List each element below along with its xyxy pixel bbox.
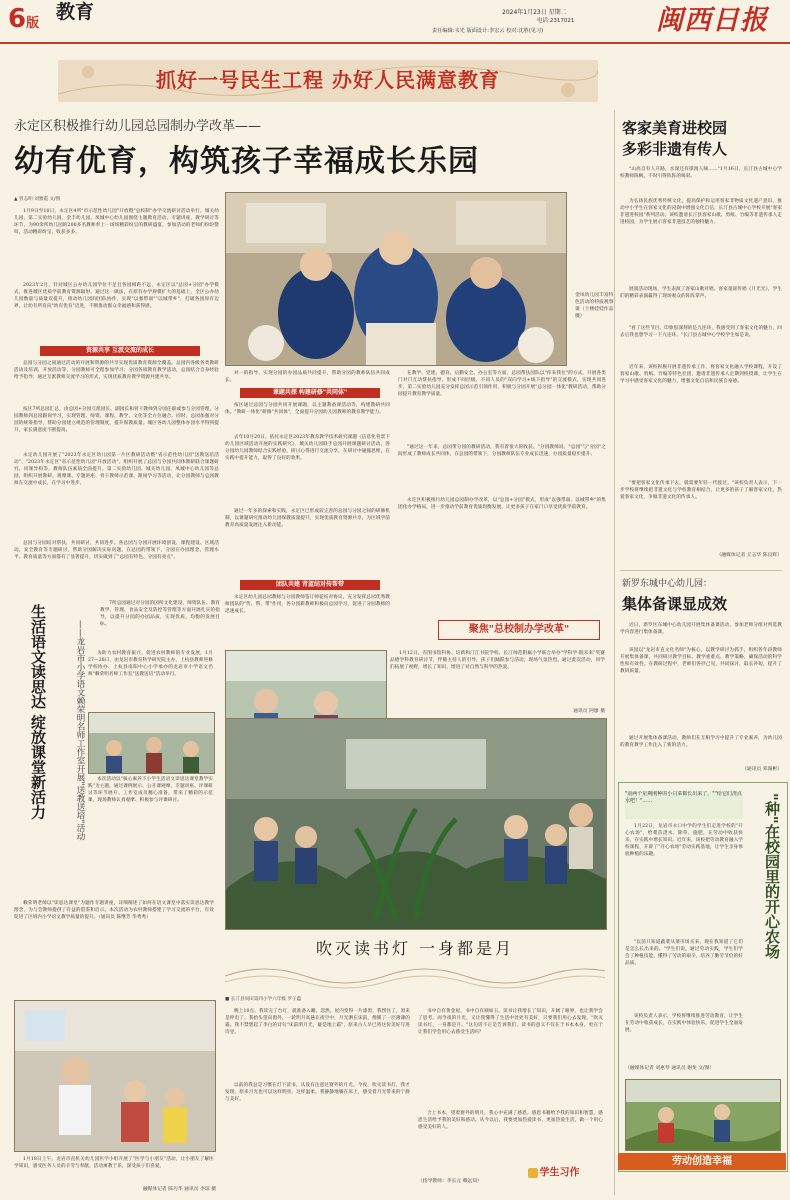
essay-paragraph-1: 晚上10点，我读完了台灯，就准备入睡。忽然，屋内变得一片漆黑，我愣住了，原来是停电了。我抬头望向窗外，一轮明月高悬在夜空中，月光洒在床前，像铺了一层薄薄的霜。我不禁想起了李白的诗句"床前明月光，疑是地上霜"，原来古人早已将这份美好写进诗里。 <box>225 1009 410 1035</box>
left-column-kicker: ——龙岩市小学语文赖荣明名师工作室开展"送教送培"活动 <box>75 620 85 841</box>
header-editors: 责任编辑:韦光 版面设计:李宏云 校对:沈胜(见习) <box>432 28 544 34</box>
left-column-title <box>12 604 48 924</box>
farm-photo <box>625 1079 781 1151</box>
pencil-icon <box>528 1168 538 1178</box>
lead-paragraph-2: 2023年2月，针对城区公办幼儿园学位不足且各园相距不远，永定区以"总园+分园"办学模式，推进城区优质学前教育资源辐射。通过这一做法，在原有办学规模扩大的基础上，全区公办幼儿园数量与质量双提升，推动幼儿园间团队协作，实现"以强带弱""以城带乡"，打破各园原有边界，让幼有所育向"幼有优育"迈进，不断推动群众幸福感和获得感。 <box>14 283 219 309</box>
heritage-title-2: 多彩非遗有传人 <box>622 140 728 158</box>
page-number <box>8 4 39 39</box>
farm-story-box <box>618 782 788 1172</box>
lead-photo-scene <box>226 193 566 365</box>
farm-paragraph-1: 1月22日，龙岩市永口中学的学生们走进学校的"开心农场"，给菜苗浇水、除草、施肥，在劳动中收获快乐，在实践中增长知识。近年来，该校把劳动教育融入学校课程，开辟了"开心农场"劳动实践基地，让学生亲身体验种植的乐趣。 <box>625 824 743 857</box>
museum-photo-scene <box>226 719 606 929</box>
page-number-digit: 6 <box>8 4 27 34</box>
hospital-photo-scene <box>15 1001 215 1151</box>
left-photo <box>88 712 215 774</box>
farm-paragraph-3: 该校负责人表示，学校将继续推进劳动教育，让学生在劳动中收获成长，在实践中体验快乐，促进学生全面发展。 <box>625 1014 743 1033</box>
kindergarten-paragraph-3: 通过开展集体备课活动，教师们在互相学习中提升了专业素养，为幼儿园的教育教学工作注入了新的活力。 <box>620 736 782 748</box>
essay-paragraph-4: 合上书本，望着窗外的明月，我心中充满了感恩。感恩书籍给予我的知识和智慧，感恩生活给予我的美好和感动。从今以后，我要更加热爱读书，更加热爱生活，做一个用心感受美好的人。 <box>418 1111 603 1130</box>
lead-photo-caption: 金凤幼儿园丰富特色活动的特质观察课（土楼娃娃作品摄） <box>575 293 614 319</box>
section-name: 教育 <box>56 1 95 23</box>
kindergarten-credit: （通讯员 邓湄彬） <box>742 767 782 772</box>
farm-title: "种"在校园里的开心农场 <box>763 793 781 959</box>
left-paragraph-3: 赖荣明老师以"读思达课堂"为题作专题讲座，详细阐述了如何在语文课堂中落实读思达教学理念，为与会教师提供了有益的借鉴和启示。本次活动为农村教师搭建了学习交流的平台，有效促进了区域内小学语文教学质量的提升。（通讯员 陈继芳 华秀秀） <box>14 901 214 920</box>
heritage-title-1: 客家美育进校园 <box>622 119 728 137</box>
page-number-word: 版 <box>26 16 40 31</box>
farm-kicker: "前两个星期刚种的小白菜都长出来了，""给它们浇点水吧！"…… <box>625 791 743 819</box>
heritage-paragraph-3: 展演活动现场，学生表演了客家山歌对唱、客家童谣传唱《月光光》，学生们的精彩表演赢得了现场观众的阵阵掌声。 <box>620 287 782 299</box>
left-photo-scene <box>89 713 214 773</box>
lead-mid-paragraph-1: 对一的指导，实现分园的办园品质共同提升，帮助分园的教师队伍共同成长。 <box>225 371 390 383</box>
photo-news-credit: 通讯员 阿廖 摄 <box>573 709 605 714</box>
lead-mid-paragraph-4: 通过一年多的探索和实践，永定区已形成较完善的总园与分园之间的研修机制，以课题研究推动幼儿园保教质量提升，实现优质教育资源共享，为区域学前教育高质量发展注入新动能。 <box>225 509 390 528</box>
lead-paragraph-4: 按区7所总园汇总，由总园+分园互派园长、副园长和骨干教师到分园任职或参与分园管理，分园教师到总园跟岗学习，实现管理、师资、课程、教学、文化等全方位融合。同时，总园加强对分园的统筹指导，帮助分园建立规范的管理制度，提升保教质量。城区各幼儿园整体办园水平得到提升，家长满意度不断提高。 <box>14 407 219 433</box>
lead-paragraph-3: 总园与分园之间通过活动的开展和资源的共享实现优质教育资源全覆盖。总园内各级各类教研活动及培训、开放活动等，分园教师可全程参加学习；分园各项教育教学活动，总园结合自身经验给予指导；通过互派教师交流学习的形式，实现优质教育教学资源共建共享。 <box>14 361 219 380</box>
heritage-paragraph-6: "要把客家文化传承下去，就需要年轻一代接过。"该校负责人表示，下一步学校将继续把非遗文化与学校教育相结合，让更多的孩子了解客家文化、热爱客家文化，争做非遗文化的传承人。 <box>620 481 782 500</box>
heritage-paragraph-4: "看了这些节目，印象很深刻的是九连环，我感受到了客家文化的魅力，回去后我也想学习一下九连环。"长汀县古城中心学校学生如是说。 <box>620 326 782 338</box>
hospital-credit: 融媒体记者 陈巧华 通讯员 李琼 摄 <box>142 1187 216 1192</box>
badge-label: 学生习作 <box>539 1167 580 1179</box>
left-title-text: 生活语文读思达 绽放课堂新活力 <box>29 604 47 820</box>
lead-right-paragraph-3: 永定区积极推行幼儿园总园制办学改革，以"总园+分园"模式，形成"以强带弱、以城带乡"的集团化办学格局，进一步推动学前教育优质均衡发展，让更多孩子在家门口享受优质学前教育。 <box>398 498 606 510</box>
lead-mid-paragraph-3: 去年10月20日，依托永定区2023年教育教学技术研究课题《信息化背景下幼儿园区域活动开展的实践研究》，城关幼儿园联手总园开展课题研讨活动。各分园幼儿园教师结合实践经验、研讨心得进行交流分享，在研讨中碰撞思维，在实践中提升能力，取得了良好的效果。 <box>225 435 390 461</box>
lead-paragraph-7: 7所总园通过对分园的园所文化建设、师资队伍、教育教学、管理、食品安全及防控等管理等方面开展扎实的指导，以提升分园的办园品质，实现优质、均衡的发展目标。 <box>100 601 220 627</box>
photo-news-text: 1月12日，省图书馆科协、培新和汀江书院学校、长汀师范附属小学联合举办"学科学·既未来"奖赛品德学科教育研讨节，伴随主持人的引导，孩子们踊跃参与活动，现场气氛热烈。通过此次活动，同学们拓展了视野，增长了知识，增进了对自然与科学的热爱。 <box>390 651 605 670</box>
lead-subhead-2: 课题共探 构建研修"共同体" <box>240 388 380 398</box>
heritage-credit: （融媒体记者 丘志华 陈良辉） <box>716 553 782 558</box>
hospital-caption: 1月18日上午，龙岩市直机关幼儿园医学小组开展了"医学与小朋友"活动，让小朋友了解医学知识，感受医务人员的辛劳与奉献，活动寓教于乐，深受孩子们喜爱。 <box>14 1157 214 1169</box>
header-date: 2024年1月23日 星期二 <box>502 9 567 16</box>
page-header <box>0 0 790 48</box>
farm-paragraph-2: "以前只知道蔬菜从菜市场买来，现在我知道了它们是怎么长出来的。"学生们说。通过劳动实践，学生们学会了种植技能，懂得了劳动的艰辛，培养了勤劳节俭的好品质。 <box>625 940 743 966</box>
heritage-paragraph-2: 为弘扬民族优秀传统文化，提高保护和运用客家非物质文化遗产意识，推动中小学生在客家文化的浸润中增强文化自信，长汀县古城中心学校开展"客家非遗进校园"系列活动。该校邀请长汀县客家山歌、剪纸、竹编等非遗传承人走进校园，为学生展示客家非遗技艺的独特魅力。 <box>620 199 782 225</box>
header-rule <box>0 42 790 44</box>
lead-kicker: 永定区积极推行幼儿园总园制办学改革—— <box>14 119 262 134</box>
lead-photo <box>225 192 567 366</box>
farm-credit: （融媒体记者 刘惠琴 通讯员 谢斐 文/图） <box>625 1066 715 1071</box>
hospital-photo <box>14 1000 216 1152</box>
banner-text: 抓好一号民生工程 办好人民满意教育 <box>156 68 500 92</box>
essay-wave-decoration <box>225 962 605 990</box>
lead-right-paragraph-1: 在教学、党建、德育、后勤安全、办公室等方面，总园帮扶园队以"你来我往"的方式，开展各类门对门互动帮扶指导，形成不同层级、不同人员的"双向学习+线下指导"的交流模式，实现共同进步。第二实验幼儿园充分发挥总园示范引领作用，积极与分园开展"总分园一体化"教研活动，帮助分园提升教育教学质量。 <box>398 371 606 397</box>
essay-teacher: （指导教师：李长元 赖远知） <box>418 1179 482 1184</box>
lead-right-paragraph-2: "通过这一年来，总园带分园的教研活动，我有着很大的收获。"分园教师说。"总园"与"分园"之间形成了教师成长共同体，在总园的带领下，分园教师队伍专业成长迅速，办园质量稳步提升。 <box>398 445 606 457</box>
masthead-logo: 闽西日报 <box>656 5 768 36</box>
left-paragraph-1: 为助力农村教育振兴，促进农村教师的专业发展，1月27—28日，由龙岩市教育科学研究院主办、上杭县教师进修学校协办、上杭县南阳中心小学承办的龙岩市小学语文名师"赖荣明名师工作室"送教送培"活动举行。 <box>88 651 213 677</box>
slogan-banner <box>58 60 598 102</box>
heritage-paragraph-5: 近年来，该校积极开展非遗传承工作，将客家文化融入学校课程，开设了客家山歌、剪纸、竹编等特色社团，邀请非遗传承人定期到校授课，让学生在学习中感受客家文化的魅力，增强文化自信和民族自豪感。 <box>620 365 782 384</box>
right-column-rule <box>614 110 615 1195</box>
essay-author: ■ 长汀县同田第四小学六年级 罗子蕴 <box>225 997 302 1002</box>
lead-slogan: 聚焦"总校制办学改革" <box>438 620 600 640</box>
lead-paragraph-5: 永定幼儿园开展了"2023年永定区幼儿园第一片区教研活动暨"省示范性幼儿园"送教送培活动"、"2023年永定区"省示范性幼儿园"开放活动"。组织开展了总园与分园共同体教研联合课题研究、同课异构等，教师队伍素质全面提升。第二实验幼儿园、城关幼儿园、凤城中心幼儿园等总园，组织开展教研、观摩课、专题讲座、骨干教师示范课、跟岗学习等活动，让分园教师与总园教师在交流中成长，在学习中进步。 <box>14 453 219 486</box>
farm-photo-scene <box>626 1080 780 1150</box>
left-paragraph-2: 本次活动以"核心素养下小学生活语文读思达课堂教学实践"为主题，通过课例展示、公开课观摩、专题讲座、评课研讨等环节展开。工作室成员精心准备，带来了精彩的示范课，现场教师认真观摩、积极参与评课研讨。 <box>88 777 213 803</box>
kindergarten-kicker: 新罗东城中心幼儿园： <box>622 579 713 589</box>
kindergarten-paragraph-1: 近日，新罗区东城中心幼儿园开展集体备课活动，参加老师分组对所选教学内容进行集体备课。 <box>620 623 782 635</box>
lead-subhead-1: 资源共享 互派交流的成长 <box>40 346 200 356</box>
lead-subhead-3: 团队共建 青蓝结对传帮带 <box>240 580 380 590</box>
header-phone: 电话:2317021 <box>537 18 575 24</box>
lead-paragraph-6: 总园与分园结对帮扶，共同研讨，共同进步。各总园与分园开展环境创设、课程建设、区域活动、安全教育等专题研讨，帮助分园解决实际问题。在总园的带领下，分园在办园理念、管理水平、教育质量等方面都有了显著提升，切实做到了"总园有特色、分园有亮点"。 <box>14 541 219 560</box>
right-divider <box>620 570 782 571</box>
essay-paragraph-3: 书中自有黄金屋，书中自有颜如玉。读书让我增长了知识，开阔了眼界，也让我学会了思考。而今夜的月光，又让我懂得了生活中处处有美好，只要我们用心去发现。"吹灭读书灯，一身都是月。"这句话不正是告诉我们，读书的意义不仅在于书本本身，更在于让我们学会用心去感受生活吗？ <box>418 1009 603 1035</box>
student-essay-badge <box>528 1168 579 1178</box>
essay-paragraph-2: 以前的我总是习惯在灯下读书，从没有注意过窗外的月光。今夜，吹灭读书灯，我才发现，原来月光也可以这样明亮，这样温柔。我静静地躺在床上，感受着月光带来的宁静与美好。 <box>225 1083 410 1102</box>
lead-paragraph-1: 1月9日至10日，永定区4所"市示范性幼儿园"开放暨"总校制"办学交流研讨活动举行。城关幼儿园、第二实验幼儿园、金丰幼儿园、凤城中心幼儿园围绕主题教育活动、专题讲座、教学研讨等环节，为90余所幼儿园的200多名教师奉上一场场精彩纷呈的教研盛宴。参加活动的老师们纷纷赞叹，活动精彩纷呈，收获多多。 <box>14 209 219 235</box>
museum-photo <box>225 718 607 930</box>
essay-title: 吹灭读书灯 一身都是月 <box>315 939 515 958</box>
lead-mid-paragraph-2: 按区通过总园与分园共同开展课题，以主题教备课活动等，构建教研共同体。"教研一体化"研修"共同体"，全面提升分园幼儿园教师的教育教学能力。 <box>225 403 390 415</box>
kindergarten-title: 集体备课显成效 <box>622 595 728 613</box>
farm-footer-bar: 劳动创造幸福 <box>618 1153 786 1170</box>
kindergarten-paragraph-2: 该园以"龙岩市直文化名师"为核心，以教学研讨为抓手，组织各年段教师开展集体备课，共同研讨教学目标、教学重难点、教学策略，确保活动的科学性和有效性。在教研过程中，老师们各抒己见，共同探讨，取长补短，提升了教研质量。 <box>620 648 782 674</box>
lead-byline: ▲ 曾志明 刘雅霞 文/图 <box>14 197 61 202</box>
lead-mid-paragraph-5: 永定区幼儿园总园教师与分园教师签订师徒结对协议，充分发挥总园优秀教师团队的"传、帮、带"作用，各分园新教师积极向总园学习，促进了分园教师的迅速成长。 <box>225 595 390 614</box>
lead-headline: 幼有优育，构筑孩子幸福成长乐园 <box>14 144 479 179</box>
wave-graphic <box>225 962 605 990</box>
heritage-paragraph-1: "山高自有人开路，水深还有撑渡人嘀……"1月16日，长汀县古城中心学校教师陈枫，不时引得阵阵的喝彩。 <box>620 167 782 179</box>
